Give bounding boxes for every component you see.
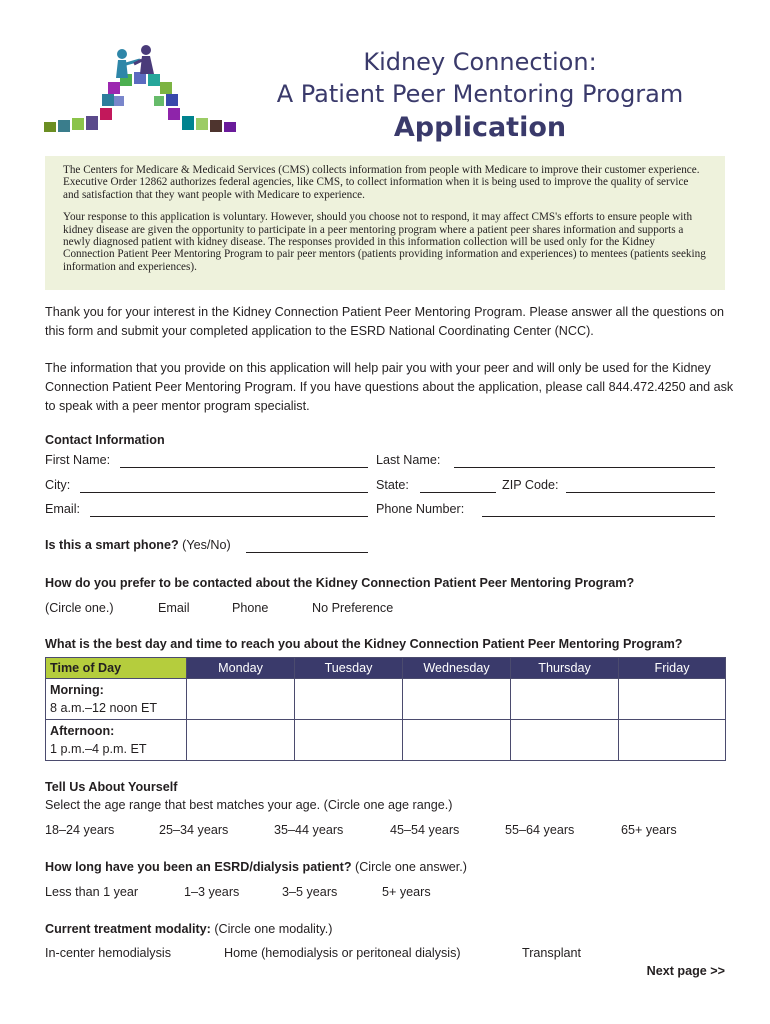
last-name-field[interactable] <box>454 467 715 468</box>
time-of-day-header: Time of Day <box>46 658 187 679</box>
day-header-monday: Monday <box>187 658 295 679</box>
email-field[interactable] <box>90 516 368 517</box>
email-label: Email: <box>45 502 80 516</box>
day-header-friday: Friday <box>619 658 726 679</box>
esrd-option-3-5[interactable]: 3–5 years <box>282 885 338 899</box>
availability-table <box>45 657 726 761</box>
esrd-hint: (Circle one answer.) <box>355 860 468 874</box>
esrd-question <box>45 860 467 874</box>
page-title: Application <box>393 112 567 143</box>
intro-paragraph-2: The information that you provide on this application will help pair you with your peer and will only be used for the Kidney Connection Patient Peer Mentoring Program. If you have questions about the application, please call 844.472.4250 and ask to speak with a peer mentor program specialist. <box>45 361 734 413</box>
zip-field[interactable] <box>566 492 715 493</box>
contact-pref-instruction: (Circle one.) <box>45 601 114 615</box>
table-row-afternoon <box>46 720 726 761</box>
state-label: State: <box>376 478 409 492</box>
cell-morning-tuesday[interactable] <box>295 679 403 720</box>
last-name-label: Last Name: <box>376 453 441 467</box>
first-name-field[interactable] <box>120 467 368 468</box>
age-option-18-24[interactable]: 18–24 years <box>45 823 115 837</box>
city-field[interactable] <box>80 492 368 493</box>
cell-morning-friday[interactable] <box>619 679 726 720</box>
title-line-1: Kidney Connection: <box>363 48 597 76</box>
esrd-option-1-3[interactable]: 1–3 years <box>184 885 240 899</box>
age-option-65-plus[interactable]: 65+ years <box>621 823 677 837</box>
morning-label-cell <box>46 679 187 720</box>
table-header-row <box>46 658 726 679</box>
about-heading: Tell Us About Yourself <box>45 780 178 794</box>
esrd-option-5-plus[interactable]: 5+ years <box>382 885 431 899</box>
next-page-link[interactable]: Next page >> <box>646 964 725 978</box>
modality-option-home[interactable]: Home (hemodialysis or peritoneal dialysis) <box>224 946 461 960</box>
smart-phone-hint: (Yes/No) <box>182 538 231 552</box>
notice-paragraph-2: Your response to this application is voluntary. However, should you choose not to respond, it may affect CMS's efforts to ensure people with kidney disease are given the opportunity to participate in a peer mentoring program where a patient peer shares information and supports a newly diagnosed patient with kidney disease. The responses provided in this information collection will be used only for the Kidney Connection Patient Peer Mentoring Program to pair peer mentors (patients providing information and experiences) to mentees (patients seeking information and experiences). <box>63 211 706 273</box>
afternoon-label: Afternoon: <box>50 724 115 738</box>
age-option-35-44[interactable]: 35–44 years <box>274 823 344 837</box>
modality-question <box>45 922 332 936</box>
cell-afternoon-thursday[interactable] <box>511 720 619 761</box>
esrd-option-less-than-1[interactable]: Less than 1 year <box>45 885 139 899</box>
day-header-wednesday: Wednesday <box>403 658 511 679</box>
age-option-45-54[interactable]: 45–54 years <box>390 823 460 837</box>
afternoon-label-cell <box>46 720 187 761</box>
smart-phone-label: Is this a smart phone? <box>45 538 179 552</box>
contact-pref-question: How do you prefer to be contacted about the Kidney Connection Patient Peer Mentoring Program? <box>45 576 635 590</box>
option-no-preference[interactable]: No Preference <box>312 601 394 615</box>
morning-label: Morning: <box>50 683 104 697</box>
modality-option-in-center[interactable]: In-center hemodialysis <box>45 946 171 960</box>
esrd-question-label: How long have you been an ESRD/dialysis patient? <box>45 860 352 874</box>
notice-paragraph-1: The Centers for Medicare & Medicaid Services (CMS) collects information from people with Medicare to improve their customer experience. Executive Order 12862 authorizes federal agencies, like CMS, to collect information when it is being used to improve the quality of service and satisfaction that they want people with Medicare to experience. <box>63 164 700 201</box>
first-name-label: First Name: <box>45 453 111 467</box>
cell-afternoon-tuesday[interactable] <box>295 720 403 761</box>
cell-afternoon-monday[interactable] <box>187 720 295 761</box>
afternoon-time: 1 p.m.–4 p.m. ET <box>50 742 147 756</box>
availability-question: What is the best day and time to reach you about the Kidney Connection Patient Peer Mentoring Program? <box>45 637 683 651</box>
day-header-tuesday: Tuesday <box>295 658 403 679</box>
morning-time: 8 a.m.–12 noon ET <box>50 701 158 715</box>
privacy-notice <box>45 156 725 290</box>
zip-label: ZIP Code: <box>502 478 559 492</box>
option-email[interactable]: Email <box>158 601 190 615</box>
cell-morning-wednesday[interactable] <box>403 679 511 720</box>
cell-morning-monday[interactable] <box>187 679 295 720</box>
title-line-2: A Patient Peer Mentoring Program <box>276 80 684 108</box>
modality-option-transplant[interactable]: Transplant <box>522 946 582 960</box>
age-option-55-64[interactable]: 55–64 years <box>505 823 575 837</box>
cell-morning-thursday[interactable] <box>511 679 619 720</box>
phone-label: Phone Number: <box>376 502 465 516</box>
option-phone[interactable]: Phone <box>232 601 269 615</box>
day-header-thursday: Thursday <box>511 658 619 679</box>
modality-hint: (Circle one modality.) <box>214 922 333 936</box>
intro-paragraph-1: Thank you for your interest in the Kidney Connection Patient Peer Mentoring Program. Please answer all the questions on this form and submit your completed application to the ESRD National Coordinating Center (NCC). <box>45 305 725 338</box>
state-field[interactable] <box>420 492 496 493</box>
cell-afternoon-wednesday[interactable] <box>403 720 511 761</box>
smart-phone-question <box>45 538 231 552</box>
kidney-connection-logo <box>42 44 242 142</box>
table-row-morning <box>46 679 726 720</box>
city-label: City: <box>45 478 71 492</box>
contact-heading: Contact Information <box>45 433 165 447</box>
cell-afternoon-friday[interactable] <box>619 720 726 761</box>
smart-phone-field[interactable] <box>246 552 368 553</box>
age-option-25-34[interactable]: 25–34 years <box>159 823 229 837</box>
modality-question-label: Current treatment modality: <box>45 922 211 936</box>
phone-field[interactable] <box>482 516 715 517</box>
age-instruction: Select the age range that best matches your age. (Circle one age range.) <box>45 798 453 812</box>
